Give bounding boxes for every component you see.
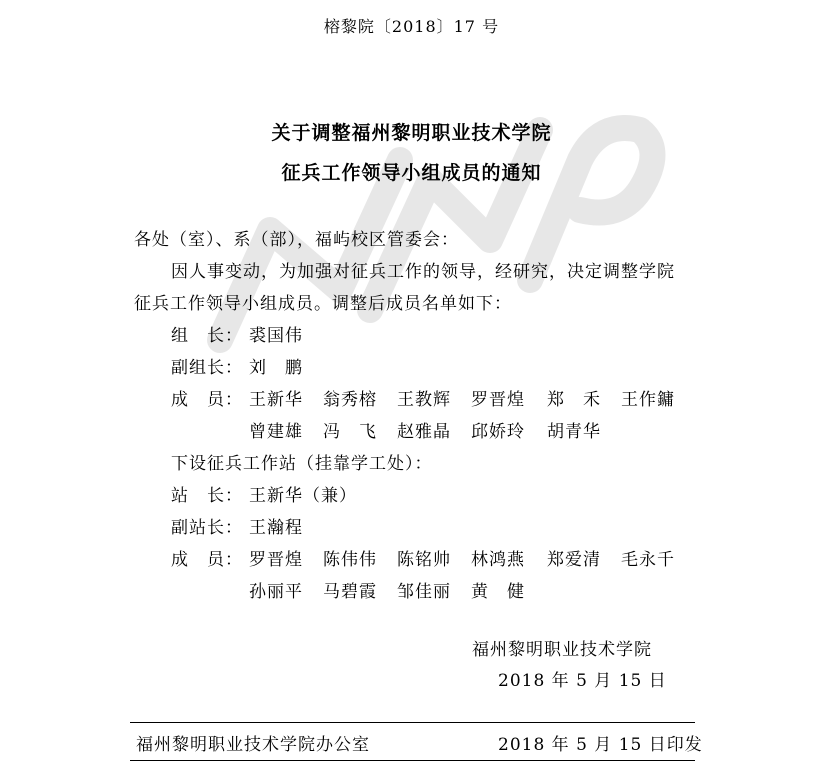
member-name: 郑 禾 xyxy=(547,390,601,410)
station-member-name: 陈铭帅 xyxy=(397,550,451,570)
member-name: 赵雅晶 xyxy=(397,422,451,442)
footer-print-date: 2018 年 5 月 15 日印发 xyxy=(498,735,703,755)
member-name: 翁秀榕 xyxy=(323,390,377,410)
members-label: 成 员： xyxy=(171,390,243,410)
station-chief-label: 站 长： xyxy=(171,486,243,506)
station-member-name: 马碧霞 xyxy=(323,582,377,602)
member-name: 胡青华 xyxy=(547,422,601,442)
member-name: 王教辉 xyxy=(397,390,451,410)
member-name: 王作鏞 xyxy=(621,390,675,410)
member-name: 曾建雄 xyxy=(249,422,303,442)
station-member-name: 黄 健 xyxy=(471,582,525,602)
station-member-name: 郑爱清 xyxy=(547,550,601,570)
intro-paragraph-line-1: 因人事变动，为加强对征兵工作的领导，经研究，决定调整学院 xyxy=(171,262,675,282)
document-number: 榕黎院〔2018〕17 号 xyxy=(323,17,500,36)
station-members-row-1 xyxy=(249,545,689,570)
leader-label: 组 长： xyxy=(171,326,243,346)
station-heading: 下设征兵工作站（挂靠学工处）： xyxy=(171,454,433,474)
station-member-name: 毛永千 xyxy=(621,550,675,570)
salutation: 各处（室）、系（部），福屿校区管委会： xyxy=(134,230,459,250)
members-row-2 xyxy=(249,417,689,442)
issue-date: 2018 年 5 月 15 日 xyxy=(498,671,667,691)
station-members-row-2 xyxy=(249,577,689,602)
footer-top-rule xyxy=(130,722,695,723)
station-member-name: 罗晋煌 xyxy=(249,550,303,570)
deputy-leader-label: 副组长： xyxy=(171,358,243,378)
document-title-line-1: 关于调整福州黎明职业技术学院 xyxy=(271,122,552,144)
member-name: 冯 飞 xyxy=(323,422,377,442)
station-member-name: 林鸿燕 xyxy=(471,550,525,570)
footer-office: 福州黎明职业技术学院办公室 xyxy=(136,735,370,755)
station-deputy-name: 王瀚程 xyxy=(249,518,303,538)
station-deputy-label: 副站长： xyxy=(171,518,243,538)
deputy-leader-name: 刘 鹏 xyxy=(249,358,303,378)
members-row-1 xyxy=(249,385,689,410)
intro-paragraph-line-2: 征兵工作领导小组成员。调整后成员名单如下： xyxy=(134,294,512,314)
footer-bottom-rule xyxy=(130,760,695,761)
member-name: 王新华 xyxy=(249,390,303,410)
member-name: 邱娇玲 xyxy=(471,422,525,442)
station-member-name: 陈伟伟 xyxy=(323,550,377,570)
station-chief-name: 王新华（兼） xyxy=(249,486,357,506)
station-member-name: 邹佳丽 xyxy=(397,582,451,602)
member-name: 罗晋煌 xyxy=(471,390,525,410)
station-member-name: 孙丽平 xyxy=(249,582,303,602)
document-title-line-2: 征兵工作领导小组成员的通知 xyxy=(281,162,542,184)
station-members-label: 成 员： xyxy=(171,550,243,570)
issuer-name: 福州黎明职业技术学院 xyxy=(472,640,652,660)
leader-name: 裘国伟 xyxy=(249,326,303,346)
